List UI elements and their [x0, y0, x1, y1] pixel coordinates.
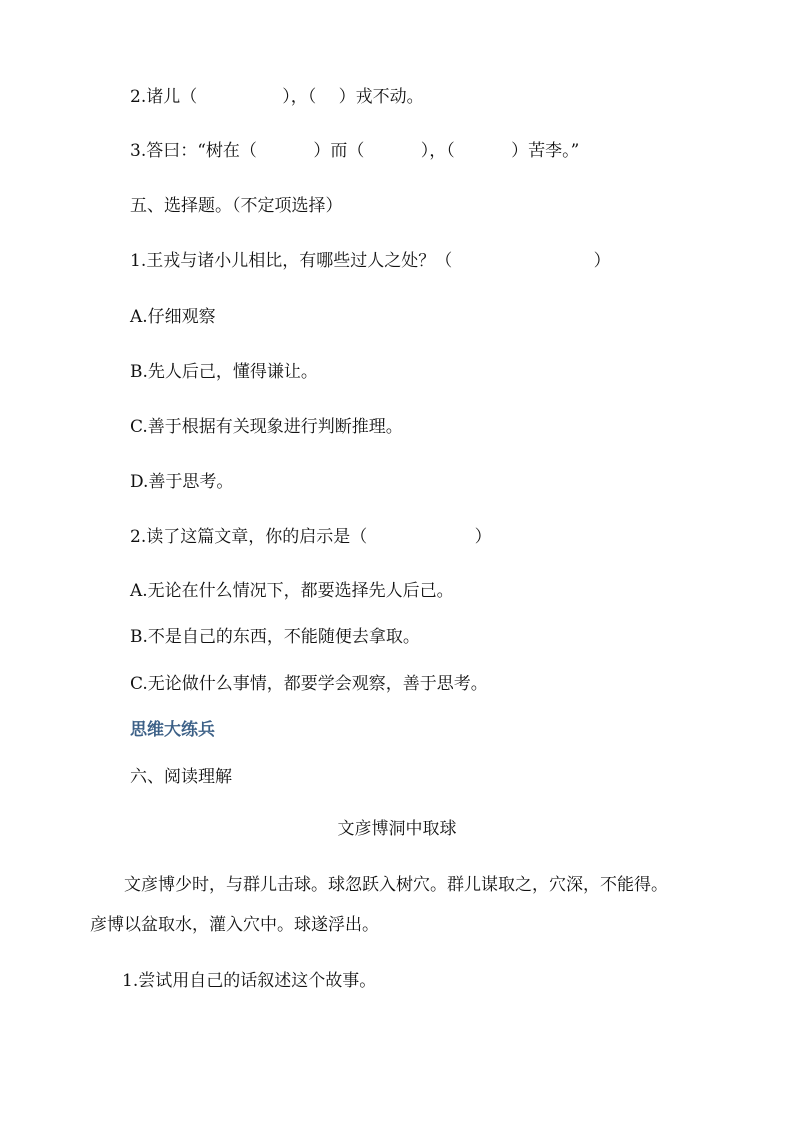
section5-title: 五、选择题。（不定项选择）: [130, 196, 343, 216]
mc-q2-stem: 2.读了这篇文章，你的启示是（ ）: [130, 527, 492, 547]
mc-q2-option-b: B.不是自己的东西，不能随便去拿取。: [130, 627, 420, 647]
mc-q1-option-a: A.仔细观察: [130, 307, 216, 327]
fill-blank-q3: 3.答曰：“树在（ ）而（ ），（ ）苦李。”: [130, 141, 580, 161]
mc-q1-option-b: B.先人后己，懂得谦让。: [130, 362, 318, 382]
practice-heading: 思维大练兵: [130, 720, 215, 740]
mc-q2-option-c: C.无论做什么事情，都要学会观察，善于思考。: [130, 674, 488, 694]
reading-q1: 1.尝试用自己的话叙述这个故事。: [122, 971, 377, 991]
section6-title: 六、阅读理解: [130, 767, 232, 787]
passage-line-2: 彦博以盆取水，灌入穴中。球遂浮出。: [90, 915, 379, 935]
passage-line-1: 文彦博少时，与群儿击球。球忽跃入树穴。群儿谋取之，穴深，不能得。: [90, 875, 668, 895]
mc-q2-option-a: A.无论在什么情况下，都要选择先人后己。: [130, 581, 454, 601]
mc-q1-option-c: C.善于根据有关现象进行判断推理。: [130, 417, 403, 437]
mc-q1-option-d: D.善于思考。: [130, 472, 234, 492]
fill-blank-q2: 2.诸儿（ ），（ ）戎不动。: [130, 87, 424, 107]
mc-q1-stem: 1.王戎与诸小儿相比，有哪些过人之处？（ ）: [130, 251, 611, 271]
article-title: 文彦博洞中取球: [337, 819, 457, 839]
